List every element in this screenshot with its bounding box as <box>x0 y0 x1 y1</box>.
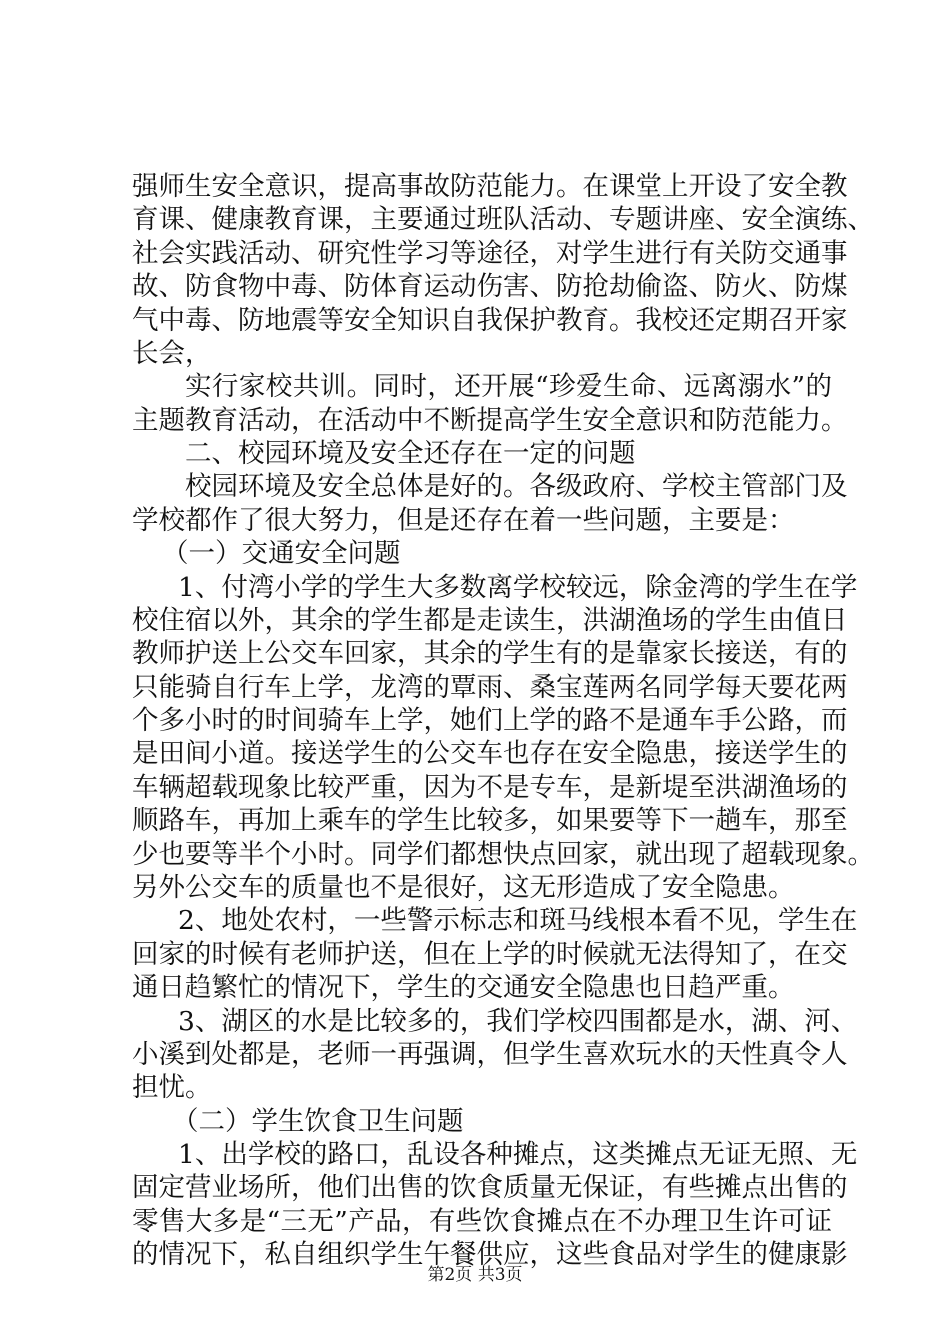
body-line: 校住宿以外，其余的学生都是走读生，洪湖渔场的学生由值日 <box>132 604 848 636</box>
body-line: 零售大多是“三无”产品，有些饮食摊点在不办理卫生许可证 <box>132 1205 832 1237</box>
body-line: 固定营业场所，他们出售的饮食质量无保证，有些摊点出售的 <box>132 1172 848 1204</box>
page-number-footer: 第2页 共3页 <box>427 1265 523 1285</box>
body-line: 故、防食物中毒、防体育运动伤害、防抢劫偷盗、防火、防煤 <box>132 271 848 303</box>
body-line: 2、地处农村，一些警示标志和斑马线根本看不见，学生在 <box>178 905 858 937</box>
section-heading: 二、校园环境及安全还存在一定的问题 <box>185 438 636 470</box>
body-line: 学校都作了很大努力，但是还存在着一些问题，主要是： <box>132 504 795 536</box>
body-line: 小溪到处都是，老师一再强调，但学生喜欢玩水的天性真令人 <box>132 1038 848 1070</box>
body-line: 个多小时的时间骑车上学，她们上学的路不是通车手公路，而 <box>132 705 848 737</box>
body-line: 通日趋繁忙的情况下，学生的交通安全隐患也日趋严重。 <box>132 972 795 1004</box>
body-line: 担忧。 <box>132 1072 212 1104</box>
body-line: 长会， <box>132 337 212 369</box>
body-line: 1、出学校的路口，乱设各种摊点，这类摊点无证无照、无 <box>178 1139 858 1171</box>
body-line: 少也要等半个小时。同学们都想快点回家，就出现了超载现象。 <box>132 838 874 870</box>
body-line: 只能骑自行车上学，龙湾的覃雨、桑宝莲两名同学每天要花两 <box>132 671 848 703</box>
body-line: 回家的时候有老师护送，但在上学的时候就无法得知了，在交 <box>132 938 848 970</box>
body-line: 校园环境及安全总体是好的。各级政府、学校主管部门及 <box>185 471 848 503</box>
body-line: 3、湖区的水是比较多的，我们学校四围都是水，湖、河、 <box>178 1005 858 1037</box>
subsection-heading: （二）学生饮食卫生问题 <box>172 1105 464 1137</box>
body-line: 另外公交车的质量也不是很好，这无形造成了安全隐患。 <box>132 871 795 903</box>
body-line: 主题教育活动，在活动中不断提高学生安全意识和防范能力。 <box>132 404 848 436</box>
subsection-heading: （一）交通安全问题 <box>162 538 401 570</box>
body-line: 的情况下，私自组织学生午餐供应，这些食品对学生的健康影 <box>132 1239 848 1271</box>
body-line: 育课、健康教育课，主要通过班队活动、专题讲座、安全演练、 <box>132 204 874 236</box>
body-line: 社会实践活动、研究性学习等途径，对学生进行有关防交通事 <box>132 237 848 269</box>
body-line: 实行家校共训。同时，还开展“珍爱生命、远离溺水”的 <box>185 371 832 403</box>
body-line: 顺路车，再加上乘车的学生比较多，如果要等下一趟车，那至 <box>132 805 848 837</box>
body-line: 是田间小道。接送学生的公交车也存在安全隐患，接送学生的 <box>132 738 848 770</box>
body-line: 车辆超载现象比较严重，因为不是专车，是新堤至洪湖渔场的 <box>132 771 848 803</box>
body-line: 1、付湾小学的学生大多数离学校较远，除金湾的学生在学 <box>178 571 858 603</box>
body-line: 气中毒、防地震等安全知识自我保护教育。我校还定期召开家 <box>132 304 848 336</box>
body-line: 强师生安全意识，提高事故防范能力。在课堂上开设了安全教 <box>132 171 848 202</box>
body-line: 教师护送上公交车回家，其余的学生有的是靠家长接送，有的 <box>132 638 848 670</box>
